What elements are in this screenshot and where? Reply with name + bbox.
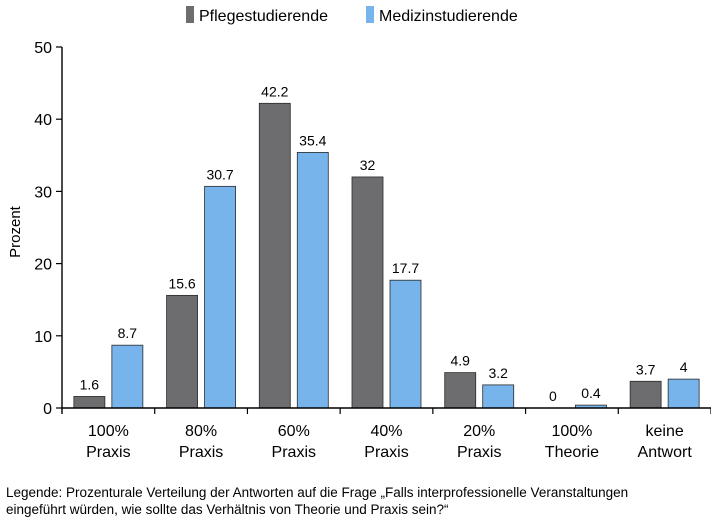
data-label: 42.2 (261, 83, 289, 100)
legend-label: Pflegestudierende (199, 8, 328, 25)
bar (445, 373, 476, 408)
legend-label: Medizinstudierende (379, 8, 518, 25)
data-label: 35.4 (299, 132, 327, 149)
x-tick-label: Praxis (178, 444, 224, 461)
data-label: 32 (359, 156, 376, 173)
bar (297, 152, 328, 408)
data-label: 30.7 (206, 166, 234, 183)
bar (112, 345, 143, 408)
bar (483, 385, 514, 408)
axes (62, 47, 711, 414)
y-axis-label: Prozent (7, 206, 24, 258)
bar (390, 280, 421, 408)
x-tick-label: 40% (370, 423, 403, 440)
x-tick-label: Praxis (456, 444, 502, 461)
bar (259, 103, 290, 408)
y-tick-label: 10 (34, 328, 52, 346)
data-label: 3.7 (635, 361, 656, 378)
legend-swatch (366, 6, 374, 23)
caption-line-2: eingeführt würden, wie sollte das Verhältnis von Theorie und Praxis sein?“ (6, 502, 449, 517)
data-label: 17.7 (391, 260, 420, 277)
bar (205, 186, 236, 408)
x-tick-label: 60% (277, 423, 310, 440)
x-axis-tick-labels (86, 423, 692, 461)
y-axis-ticks (34, 40, 62, 418)
bar (167, 295, 198, 408)
bar (74, 396, 105, 408)
bar (630, 381, 661, 408)
bar (668, 379, 699, 408)
data-label: 1.6 (79, 376, 100, 393)
figure-caption (6, 484, 706, 518)
bar (352, 177, 383, 408)
caption-line-1: Legende: Prozenturale Verteilung der Antworten auf die Frage „Falls interprofessionelle Veranstaltungen (6, 485, 629, 500)
x-tick-label: Praxis (86, 444, 131, 461)
y-tick-label: 0 (43, 401, 52, 418)
data-label: 0 (549, 388, 557, 404)
bars (74, 103, 699, 408)
data-label: 0.4 (581, 385, 601, 402)
data-label: 8.7 (117, 325, 138, 342)
x-tick-label: 100% (551, 423, 593, 440)
x-tick-label: 80% (185, 423, 218, 440)
data-label: 4.9 (450, 352, 470, 369)
x-tick-label: 100% (87, 423, 129, 440)
x-tick-label: Theorie (544, 444, 600, 461)
x-tick-label: Antwort (637, 444, 692, 461)
legend-swatch (186, 6, 194, 23)
data-label: 4 (679, 359, 688, 376)
y-tick-label: 30 (34, 184, 52, 202)
chart-legend (186, 6, 518, 25)
x-tick-label: Praxis (364, 444, 409, 461)
y-tick-label: 40 (34, 112, 52, 130)
x-tick-label: keine (645, 423, 684, 440)
data-label: 15.6 (168, 275, 196, 292)
y-tick-label: 20 (34, 256, 52, 274)
x-tick-label: 20% (463, 423, 496, 440)
data-label: 3.2 (488, 364, 508, 381)
y-tick-label: 50 (34, 40, 52, 57)
x-tick-label: Praxis (271, 444, 317, 461)
